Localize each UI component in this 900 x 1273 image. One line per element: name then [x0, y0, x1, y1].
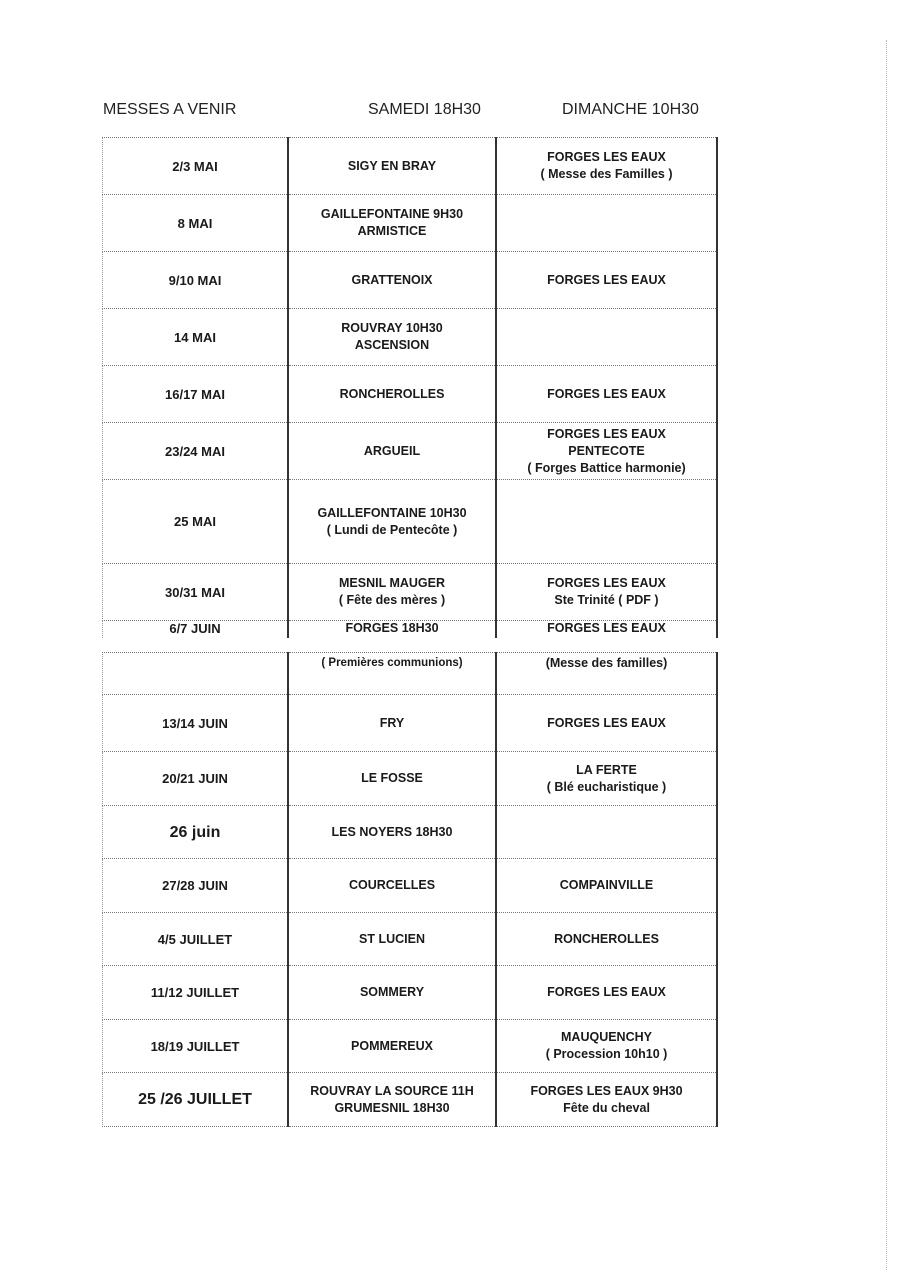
saturday-cell [288, 309, 496, 366]
table-row [103, 138, 718, 195]
sunday-cell [496, 252, 717, 309]
sunday-cell [496, 1073, 717, 1127]
table-row [103, 564, 718, 621]
date-cell: 20/21 JUIN [103, 752, 289, 806]
schedule-table-part-2 [102, 652, 718, 1127]
saturday-line: LE FOSSE [361, 771, 423, 785]
date-cell: 4/5 JUILLET [103, 913, 289, 966]
sunday-line: FORGES LES EAUX [547, 985, 666, 999]
saturday-cell [288, 653, 496, 695]
saturday-cell [288, 859, 496, 913]
date-cell: 26 juin [103, 806, 289, 859]
sunday-line: (Messe des familles) [545, 656, 668, 670]
saturday-line: ROUVRAY 10H30 [341, 321, 443, 335]
saturday-line: SIGY EN BRAY [347, 158, 437, 173]
saturday-line: ASCENSION [354, 338, 430, 352]
sunday-cell [496, 695, 717, 752]
saturday-line: FRY [379, 715, 405, 730]
page-title: MESSES A VENIR [103, 101, 237, 118]
page-edge-dotted-line [886, 40, 887, 1270]
sunday-cell [496, 366, 717, 423]
sunday-line: ( Procession 10h10 ) [545, 1047, 668, 1061]
saturday-line: GAILLEFONTAINE 9H30 [320, 207, 464, 221]
saturday-line: ARMISTICE [357, 224, 427, 238]
date-cell: 8 MAI [103, 195, 289, 252]
sunday-cell [496, 309, 717, 366]
date-cell: 13/14 JUIN [103, 695, 289, 752]
date-cell: 11/12 JUILLET [103, 966, 289, 1020]
sunday-line: COMPAINVILLE [559, 878, 654, 892]
saturday-line: FORGES 18H30 [345, 621, 439, 635]
saturday-cell [288, 252, 496, 309]
table-row [103, 752, 718, 806]
table-row [103, 309, 718, 366]
saturday-line: POMMEREUX [351, 1038, 433, 1053]
saturday-line: RONCHEROLLES [339, 386, 445, 401]
date-cell: 27/28 JUIN [103, 859, 289, 913]
date-cell: 30/31 MAI [103, 564, 289, 621]
sunday-line: Ste Trinité ( PDF ) [554, 593, 659, 607]
table-row [103, 423, 718, 480]
saturday-cell [288, 138, 496, 195]
saturday-line: LES NOYERS 18H30 [331, 824, 453, 839]
saturday-cell [288, 695, 496, 752]
date-cell: 16/17 MAI [103, 366, 289, 423]
sunday-line: FORGES LES EAUX [547, 426, 666, 441]
saturday-column-header: SAMEDI 18H30 [368, 101, 481, 118]
sunday-line: PENTECOTE [568, 443, 645, 458]
saturday-cell [288, 480, 496, 564]
sunday-line: FORGES LES EAUX [547, 150, 666, 164]
sunday-line: FORGES LES EAUX [547, 576, 666, 590]
sunday-cell [496, 564, 717, 621]
table-row [103, 913, 718, 966]
saturday-line: GRATTENOIX [351, 272, 433, 287]
date-cell: 14 MAI [103, 309, 289, 366]
table-row [103, 966, 718, 1020]
date-cell: 25 MAI [103, 480, 289, 564]
sunday-cell [496, 859, 717, 913]
sunday-line: LA FERTE [576, 762, 637, 777]
saturday-line: MESNIL MAUGER [338, 576, 446, 590]
sunday-cell [496, 423, 717, 480]
sunday-line: ( Messe des Familles ) [540, 167, 673, 181]
sunday-line: FORGES LES EAUX [547, 621, 666, 635]
sunday-cell [496, 653, 717, 695]
saturday-line: ST LUCIEN [359, 931, 425, 946]
saturday-line: GRUMESNIL 18H30 [334, 1100, 450, 1115]
saturday-line: ( Fête des mères ) [338, 593, 446, 607]
table-row [103, 1020, 718, 1073]
date-cell [103, 653, 289, 695]
saturday-cell [288, 806, 496, 859]
table-row [103, 195, 718, 252]
saturday-cell [288, 913, 496, 966]
sunday-line: RONCHEROLLES [554, 931, 659, 946]
saturday-line: ( Lundi de Pentecôte ) [326, 522, 458, 537]
date-cell: 6/7 JUIN [103, 621, 289, 638]
sunday-cell [496, 913, 717, 966]
date-cell: 25 /26 JUILLET [103, 1073, 289, 1127]
saturday-cell [288, 752, 496, 806]
sunday-line: ( Forges Battice harmonie) [527, 460, 686, 475]
date-cell: 23/24 MAI [103, 423, 289, 480]
sunday-line: Fête du cheval [563, 1100, 650, 1115]
schedule-table-part-1 [102, 137, 718, 638]
table-row [103, 1073, 718, 1127]
sunday-cell [496, 138, 717, 195]
table-row [103, 252, 718, 309]
table-row [103, 859, 718, 913]
sunday-column-header: DIMANCHE 10H30 [562, 101, 699, 118]
sunday-line: MAUQUENCHY [561, 1030, 652, 1044]
saturday-line: ARGUEIL [363, 443, 421, 458]
table-row [103, 806, 718, 859]
table-row [103, 621, 718, 638]
table-row [103, 695, 718, 752]
saturday-line: GAILLEFONTAINE 10H30 [317, 505, 467, 520]
sunday-line: FORGES LES EAUX [547, 715, 666, 730]
saturday-cell [288, 366, 496, 423]
table-row [103, 480, 718, 564]
sunday-line: ( Blé eucharistique ) [546, 779, 667, 794]
saturday-line: SOMMERY [359, 985, 425, 999]
sunday-cell [496, 752, 717, 806]
saturday-line: ROUVRAY LA SOURCE 11H [310, 1083, 474, 1098]
saturday-cell [288, 195, 496, 252]
saturday-cell [288, 423, 496, 480]
date-cell: 18/19 JUILLET [103, 1020, 289, 1073]
sunday-cell [496, 195, 717, 252]
saturday-cell [288, 621, 496, 638]
saturday-cell [288, 1020, 496, 1073]
saturday-cell [288, 564, 496, 621]
sunday-cell [496, 1020, 717, 1073]
sunday-cell [496, 480, 717, 564]
table-row [103, 366, 718, 423]
saturday-cell [288, 1073, 496, 1127]
sunday-cell [496, 806, 717, 859]
saturday-line: ( Premières communions) [321, 657, 463, 669]
sunday-line: FORGES LES EAUX 9H30 [530, 1083, 683, 1098]
saturday-cell [288, 966, 496, 1020]
table-row [103, 653, 718, 695]
sunday-line: FORGES LES EAUX [547, 386, 666, 401]
sunday-cell [496, 621, 717, 638]
saturday-line: COURCELLES [348, 878, 436, 892]
date-cell: 2/3 MAI [103, 138, 289, 195]
sunday-cell [496, 966, 717, 1020]
date-cell: 9/10 MAI [103, 252, 289, 309]
sunday-line: FORGES LES EAUX [547, 272, 666, 287]
